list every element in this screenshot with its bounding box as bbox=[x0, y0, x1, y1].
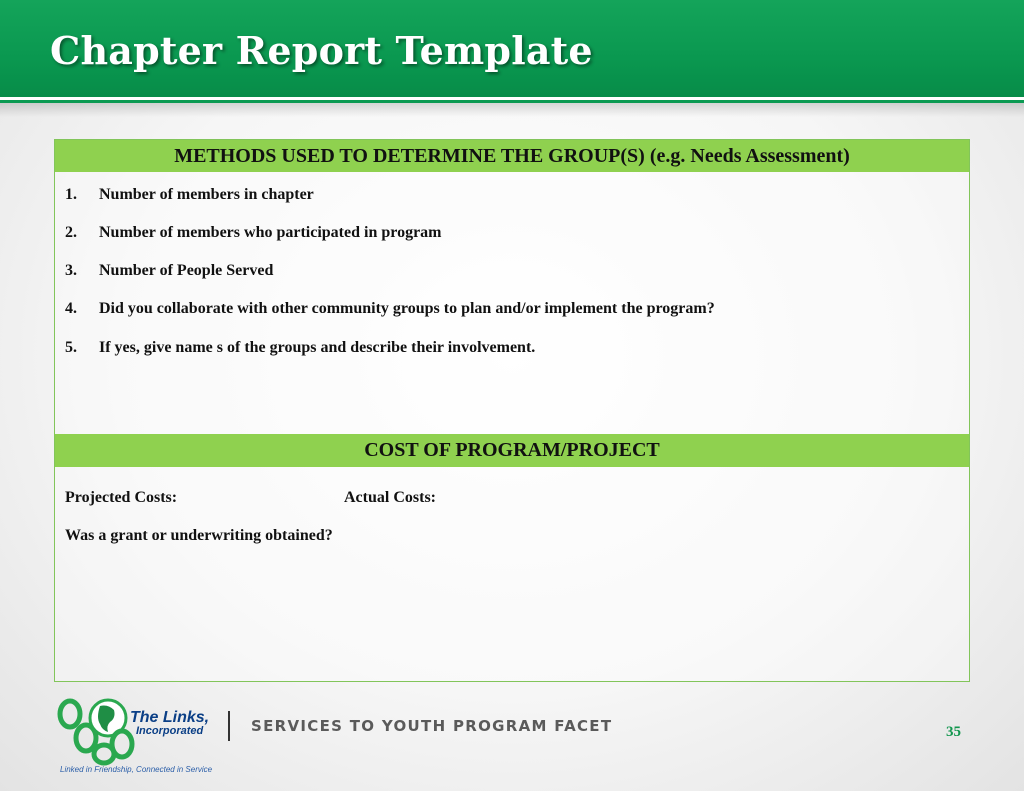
logo-tagline: Linked in Friendship, Connected in Service bbox=[60, 765, 213, 774]
methods-section-header: METHODS USED TO DETERMINE THE GROUP(S) (e.g. Needs Assessment) bbox=[55, 140, 969, 172]
logo-name-sub: Incorporated bbox=[136, 725, 204, 737]
title-bar-shadow bbox=[0, 103, 1024, 117]
projected-costs-label: Projected Costs: bbox=[65, 489, 178, 506]
list-item-text: Number of People Served bbox=[99, 262, 274, 279]
logo-name: The Links, bbox=[130, 709, 210, 726]
footer-divider bbox=[228, 711, 230, 741]
page-number: 35 bbox=[946, 724, 961, 740]
page-title: Chapter Report Template bbox=[50, 28, 593, 73]
cost-section-header: COST OF PROGRAM/PROJECT bbox=[55, 434, 969, 467]
list-item-text: Number of members who participated in program bbox=[99, 224, 442, 241]
list-item-text: Did you collaborate with other community groups to plan and/or implement the program? bbox=[99, 300, 715, 317]
list-item-number: 1. bbox=[65, 186, 77, 203]
list-item-number: 4. bbox=[65, 300, 77, 317]
list-item-text: If yes, give name s of the groups and describe their involvement. bbox=[99, 339, 536, 356]
list-item-text: Number of members in chapter bbox=[99, 186, 314, 203]
grant-question: Was a grant or underwriting obtained? bbox=[65, 527, 333, 544]
actual-costs-label: Actual Costs: bbox=[344, 489, 436, 506]
list-item-number: 3. bbox=[65, 262, 77, 279]
list-item-number: 2. bbox=[65, 224, 77, 241]
report-table bbox=[54, 139, 970, 682]
title-bar bbox=[0, 0, 1024, 97]
chain-globe-icon bbox=[56, 696, 136, 766]
program-facet-label: SERVICES TO YOUTH PROGRAM FACET bbox=[251, 717, 613, 735]
list-item-number: 5. bbox=[65, 339, 77, 356]
links-logo bbox=[56, 696, 226, 782]
